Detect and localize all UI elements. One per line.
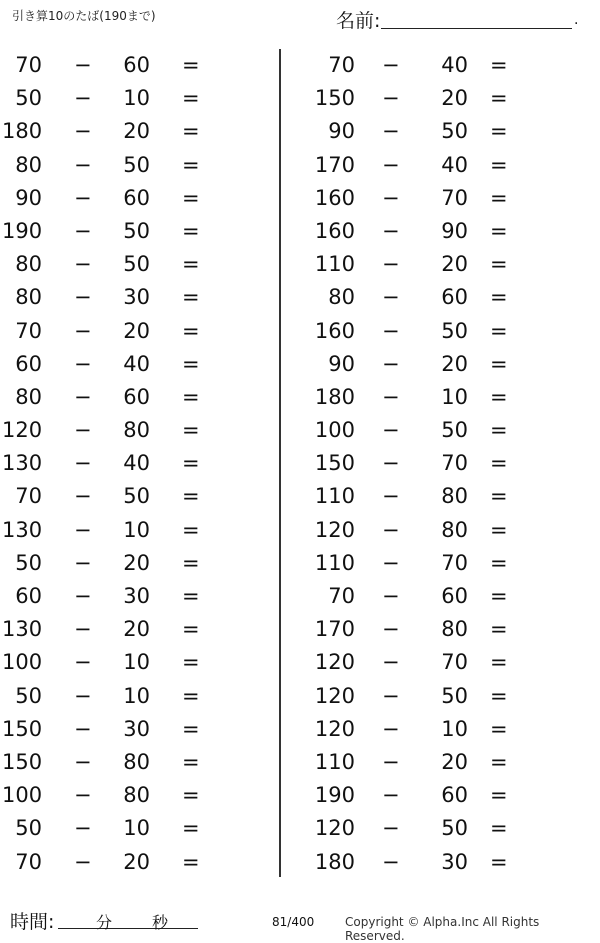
minus-sign: − [382,252,400,277]
equals-sign: = [490,584,508,608]
equals-sign: = [490,252,508,277]
name-end-mark: . [574,12,579,28]
minus-sign: − [74,86,92,111]
minus-sign: − [74,783,92,808]
equals-sign: = [490,517,508,542]
minus-sign: − [74,218,92,243]
subtrahend: 20 [123,849,150,874]
minus-sign: − [74,384,92,409]
minus-sign: − [74,119,92,144]
subtrahend: 80 [441,484,468,509]
minus-sign: − [382,152,400,177]
equals-sign: = [182,285,200,310]
equals-sign: = [182,53,200,77]
subtrahend: 10 [123,517,150,542]
minuend: 120 [314,650,355,675]
minus-sign: − [74,252,92,277]
minus-sign: − [382,816,400,841]
minuend: 180 [314,849,355,874]
equals-sign: = [182,86,200,111]
subtrahend: 20 [441,351,468,376]
subtrahend: 20 [123,617,150,642]
subtrahend: 20 [123,550,150,575]
minus-sign: − [74,716,92,741]
minuend: 50 [15,816,42,841]
equals-sign: = [490,86,508,111]
subtrahend: 50 [441,119,468,144]
equals-sign: = [490,683,508,708]
minus-sign: − [74,517,92,542]
minus-sign: − [74,816,92,841]
equals-sign: = [182,584,200,608]
minus-sign: − [382,683,400,708]
minuend: 70 [15,53,42,77]
minuend: 150 [2,749,43,774]
equals-sign: = [490,716,508,741]
minus-sign: − [382,53,400,77]
subtrahend: 50 [441,816,468,841]
name-label: 名前: [336,10,381,32]
worksheet-title: 引き算10のたば(190まで) [12,9,156,23]
subtrahend: 10 [123,86,150,111]
minuend: 100 [2,783,43,808]
minus-sign: − [382,484,400,509]
equals-sign: = [182,783,200,808]
subtrahend: 50 [441,683,468,708]
minuend: 110 [314,550,355,575]
minuend: 170 [314,617,355,642]
minus-sign: − [382,418,400,443]
copyright: Copyright © Alpha.Inc All Rights Reserved. [345,915,540,943]
equals-sign: = [490,451,508,476]
minuend: 80 [15,384,42,409]
minuend: 50 [15,86,42,111]
equals-sign: = [182,484,200,509]
subtrahend: 70 [441,550,468,575]
minus-sign: − [382,716,400,741]
page-number: 81/400 [272,915,315,929]
equals-sign: = [182,683,200,708]
subtrahend: 80 [123,418,150,443]
minus-sign: − [382,351,400,376]
subtrahend: 50 [123,218,150,243]
minuend: 50 [15,683,42,708]
minus-sign: − [74,617,92,642]
equals-sign: = [182,749,200,774]
subtrahend: 30 [123,716,150,741]
minuend: 130 [2,617,43,642]
minuend: 150 [314,451,355,476]
minuend: 160 [314,318,355,343]
minuend: 60 [15,351,42,376]
minus-sign: − [74,683,92,708]
subtrahend: 50 [441,418,468,443]
subtrahend: 60 [123,185,150,210]
equals-sign: = [490,650,508,675]
minus-sign: − [74,152,92,177]
minutes-label: 分 [96,913,113,932]
minuend: 80 [328,285,355,310]
minuend: 90 [328,119,355,144]
minuend: 70 [15,849,42,874]
minus-sign: − [382,517,400,542]
subtrahend: 50 [441,318,468,343]
minus-sign: − [382,650,400,675]
subtrahend: 70 [441,185,468,210]
subtrahend: 30 [441,849,468,874]
minuend: 70 [15,484,42,509]
minus-sign: − [382,285,400,310]
minuend: 100 [2,650,43,675]
equals-sign: = [490,185,508,210]
minuend: 120 [314,716,355,741]
minus-sign: − [382,185,400,210]
equals-sign: = [490,550,508,575]
equals-sign: = [490,119,508,144]
seconds-label: 秒 [152,913,169,932]
equals-sign: = [490,53,508,77]
equals-sign: = [182,185,200,210]
column-divider [279,49,281,877]
minus-sign: − [74,584,92,608]
subtrahend: 80 [123,749,150,774]
equals-sign: = [182,650,200,675]
subtrahend: 30 [123,285,150,310]
minuend: 120 [314,683,355,708]
subtrahend: 60 [441,285,468,310]
minus-sign: − [382,119,400,144]
minus-sign: − [74,484,92,509]
equals-sign: = [490,749,508,774]
minuend: 120 [314,517,355,542]
minuend: 120 [2,418,43,443]
minus-sign: − [74,849,92,874]
minuend: 80 [15,252,42,277]
subtrahend: 60 [123,53,150,77]
equals-sign: = [490,816,508,841]
minuend: 50 [15,550,42,575]
minus-sign: − [382,86,400,111]
equals-sign: = [182,318,200,343]
subtrahend: 70 [441,650,468,675]
minuend: 120 [314,816,355,841]
minuend: 170 [314,152,355,177]
minuend: 160 [314,218,355,243]
subtrahend: 60 [441,783,468,808]
minuend: 60 [15,584,42,608]
minus-sign: − [382,749,400,774]
minuend: 80 [15,152,42,177]
equals-sign: = [490,783,508,808]
subtrahend: 40 [441,53,468,77]
minus-sign: − [382,384,400,409]
subtrahend: 50 [123,152,150,177]
minuend: 70 [328,584,355,608]
minuend: 110 [314,749,355,774]
minus-sign: − [74,185,92,210]
subtrahend: 40 [441,152,468,177]
minus-sign: − [382,849,400,874]
minuend: 130 [2,451,43,476]
equals-sign: = [182,152,200,177]
subtrahend: 50 [123,252,150,277]
minus-sign: − [382,617,400,642]
minuend: 110 [314,252,355,277]
subtrahend: 60 [123,384,150,409]
subtrahend: 80 [123,783,150,808]
minus-sign: − [74,418,92,443]
minus-sign: − [74,53,92,77]
minuend: 180 [2,119,43,144]
equals-sign: = [182,119,200,144]
minuend: 190 [314,783,355,808]
equals-sign: = [182,218,200,243]
minus-sign: − [74,285,92,310]
minuend: 130 [2,517,43,542]
equals-sign: = [182,418,200,443]
equals-sign: = [490,351,508,376]
minus-sign: − [382,550,400,575]
minuend: 90 [328,351,355,376]
minus-sign: − [74,318,92,343]
subtrahend: 20 [123,318,150,343]
minus-sign: − [382,783,400,808]
time-underline[interactable] [58,928,198,929]
equals-sign: = [490,318,508,343]
minuend: 90 [15,185,42,210]
equals-sign: = [182,816,200,841]
minus-sign: − [382,584,400,608]
subtrahend: 90 [441,218,468,243]
minuend: 80 [15,285,42,310]
subtrahend: 80 [441,517,468,542]
equals-sign: = [490,484,508,509]
equals-sign: = [490,418,508,443]
subtrahend: 20 [441,86,468,111]
equals-sign: = [182,550,200,575]
minuend: 180 [314,384,355,409]
minus-sign: − [74,351,92,376]
minuend: 160 [314,185,355,210]
equals-sign: = [182,384,200,409]
time-label: 時間: [10,911,55,933]
subtrahend: 40 [123,451,150,476]
minus-sign: − [382,451,400,476]
subtrahend: 80 [441,617,468,642]
minus-sign: − [74,451,92,476]
subtrahend: 30 [123,584,150,608]
subtrahend: 60 [441,584,468,608]
minuend: 150 [314,86,355,111]
name-underline[interactable] [381,28,572,29]
equals-sign: = [182,517,200,542]
subtrahend: 20 [441,252,468,277]
subtrahend: 40 [123,351,150,376]
minuend: 70 [15,318,42,343]
minus-sign: − [74,550,92,575]
equals-sign: = [490,849,508,874]
equals-sign: = [490,218,508,243]
minuend: 100 [314,418,355,443]
subtrahend: 20 [441,749,468,774]
equals-sign: = [182,849,200,874]
equals-sign: = [182,716,200,741]
subtrahend: 50 [123,484,150,509]
subtrahend: 10 [123,816,150,841]
equals-sign: = [182,451,200,476]
equals-sign: = [490,617,508,642]
minuend: 190 [2,218,43,243]
minuend: 150 [2,716,43,741]
equals-sign: = [182,617,200,642]
equals-sign: = [490,384,508,409]
minus-sign: − [74,650,92,675]
subtrahend: 10 [441,716,468,741]
equals-sign: = [490,285,508,310]
equals-sign: = [182,351,200,376]
minus-sign: − [382,318,400,343]
minuend: 70 [328,53,355,77]
subtrahend: 70 [441,451,468,476]
subtrahend: 10 [123,650,150,675]
equals-sign: = [182,252,200,277]
subtrahend: 10 [123,683,150,708]
minuend: 110 [314,484,355,509]
minus-sign: − [74,749,92,774]
equals-sign: = [490,152,508,177]
subtrahend: 10 [441,384,468,409]
subtrahend: 20 [123,119,150,144]
minus-sign: − [382,218,400,243]
